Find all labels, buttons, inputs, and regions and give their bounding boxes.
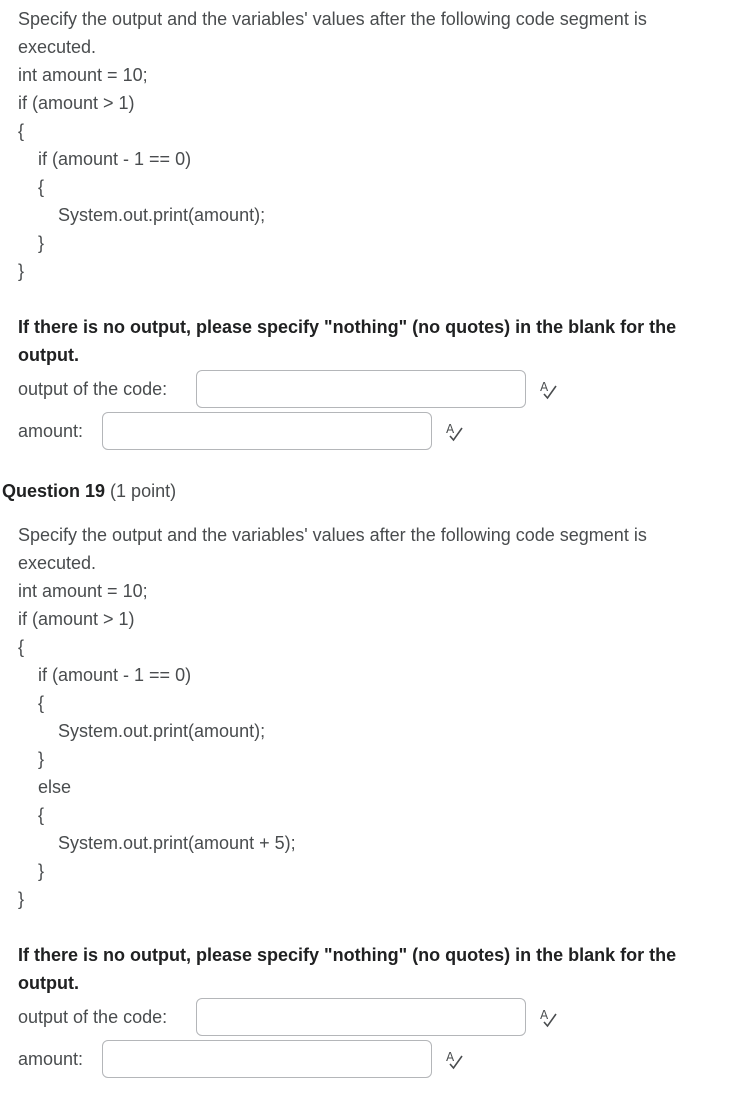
q19-title-text: Question 19: [2, 481, 106, 501]
q19-title: [2, 477, 176, 505]
svg-text:A: A: [540, 380, 549, 394]
q18-code-line: if (amount - 1 == 0): [38, 149, 192, 169]
q19-note-line2: output.: [18, 973, 79, 993]
spellcheck-icon[interactable]: [538, 1007, 560, 1029]
spellcheck-icon[interactable]: [538, 379, 560, 401]
svg-text:A: A: [446, 1050, 455, 1064]
q18-output-label: output of the code:: [18, 379, 168, 399]
q19-code-line: System.out.print(amount);: [58, 721, 266, 741]
q18-amount-label: amount:: [18, 421, 84, 441]
q19-code-line: int amount = 10;: [18, 581, 148, 601]
q19-code-line: }: [38, 749, 45, 769]
q19-code-line: {: [18, 637, 25, 657]
svg-text:A: A: [446, 422, 455, 436]
q19-output-input[interactable]: [196, 998, 526, 1036]
q19-amount-input[interactable]: [102, 1040, 432, 1078]
q19-code-line: else: [38, 777, 72, 797]
q19-note-line1: If there is no output, please specify "nothing" (no quotes) in the blank for the: [18, 945, 677, 965]
q18-code-line: }: [18, 261, 25, 281]
spellcheck-icon[interactable]: [444, 1049, 466, 1071]
svg-text:A: A: [540, 1008, 549, 1022]
q18-code-line: System.out.print(amount);: [58, 205, 266, 225]
q19-prompt-line2: executed.: [18, 553, 97, 573]
q19-code-line: System.out.print(amount + 5);: [58, 833, 296, 853]
q19-amount-label: amount:: [18, 1049, 84, 1069]
q18-code-line: if (amount > 1): [18, 93, 135, 113]
q19-code-line: }: [18, 889, 25, 909]
q19-code-line: {: [38, 693, 45, 713]
q19-code-line: if (amount > 1): [18, 609, 135, 629]
q18-code-line: }: [38, 233, 45, 253]
q18-amount-input[interactable]: [102, 412, 432, 450]
q18-note-line2: output.: [18, 345, 79, 365]
q19-points: (1 point): [110, 481, 177, 501]
q18-code-line: {: [18, 121, 25, 141]
q18-output-input[interactable]: [196, 370, 526, 408]
q18-note-line1: If there is no output, please specify "nothing" (no quotes) in the blank for the: [18, 317, 677, 337]
q19-code-line: {: [38, 805, 45, 825]
q18-code-line: int amount = 10;: [18, 65, 148, 85]
q19-code-line: if (amount - 1 == 0): [38, 665, 192, 685]
q18-prompt-line2: executed.: [18, 37, 97, 57]
q18-prompt-line1: Specify the output and the variables' values after the following code segment is: [18, 9, 647, 29]
q19-prompt-line1: Specify the output and the variables' values after the following code segment is: [18, 525, 647, 545]
q19-output-label: output of the code:: [18, 1007, 168, 1027]
q18-code-line: {: [38, 177, 45, 197]
spellcheck-icon[interactable]: [444, 421, 466, 443]
q19-code-line: }: [38, 861, 45, 881]
